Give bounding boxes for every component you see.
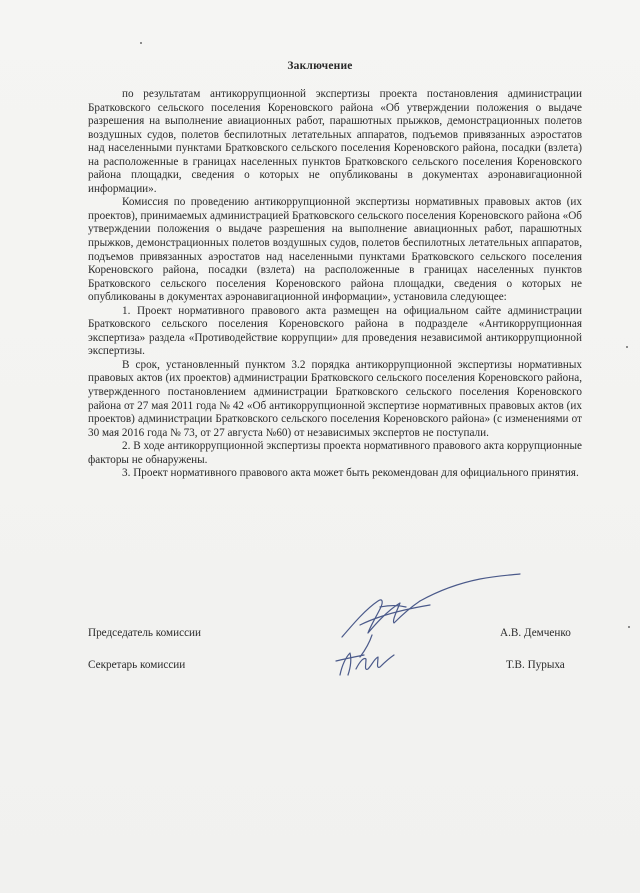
- document-body: [88, 88, 582, 481]
- commission-paragraph: Комиссия по проведению антикоррупционной экспертизы нормативных правовых актов (их проектов), принимаемых администрацией Братковского сельского поселения Кореновского района «Об утверждении положения о выдаче разрешения на выполнение авиационных работ, парашютных прыжков, демонстрационных полетов воздушных судов, полетов беспилотных летательных аппаратов, подъемов привязанных аэростатов над населенными пунктами Братковского сельского поселения Кореновского района, посадки (взлета) на расположенные в границах населенных пунктов Братковского сельского поселения Кореновского района площадки, сведения о которых не опубликованы в документах аэронавигационной информации», установила следующее:: [88, 196, 582, 304]
- chairman-role: Председатель комиссии: [88, 627, 202, 639]
- scan-speck: [626, 346, 628, 348]
- scan-speck: [628, 626, 630, 628]
- secretary-role: Секретарь комиссии: [88, 659, 186, 671]
- finding-paragraph-3: 3. Проект нормативного правового акта может быть рекомендован для официального принятия.: [122, 467, 579, 480]
- document-title: Заключение: [287, 60, 353, 72]
- finding-paragraph-1: 1. Проект нормативного правового акта размещен на официальном сайте администрации Братковского сельского поселения Кореновского района в подразделе «Антикоррупционная экспертиза» раздела «Противодействие коррупции» для проведения независимой антикоррупционной экспертизы.: [88, 304, 582, 358]
- deadline-paragraph: В срок, установленный пунктом 3.2 порядка антикоррупционной экспертизы нормативных правовых актов (их проектов) администрации Братковского сельского поселения Кореновского района, утвержденного постановлением администрации Братковского сельского поселения Кореновского района от 27 мая 2011 года № 42 «Об антикоррупционной экспертизе нормативных правовых актов (их проектов) администрации Братковского сельского поселения Кореновского района» (с изменениями от 30 мая 2016 года № 73, от 27 августа №60) от независимых экспертов не поступали.: [88, 358, 582, 439]
- intro-paragraph: по результатам антикоррупционной экспертизы проекта постановления администрации Братковского сельского поселения Кореновского района «Об утверждении положения о выдаче разрешения на выполнение авиационных работ, парашютных прыжков, демонстрационных полетов воздушных судов, полетов беспилотных летательных аппаратов, подъемов привязанных аэростатов над населенными пунктами Братковского сельского поселения Кореновского района, посадки (взлета) на расположенные в границах населенных пунктов Братковского сельского поселения Кореновского района площадки, сведения о которых не опубликованы в документах аэронавигационной информации».: [88, 88, 582, 195]
- chairman-name: А.В. Демченко: [500, 627, 571, 639]
- finding-paragraph-2: 2. В ходе антикоррупционной экспертизы проекта нормативного правового акта коррупционные факторы не обнаружены.: [88, 440, 582, 466]
- secretary-name: Т.В. Пурыха: [506, 659, 565, 671]
- scan-speck: [140, 42, 142, 44]
